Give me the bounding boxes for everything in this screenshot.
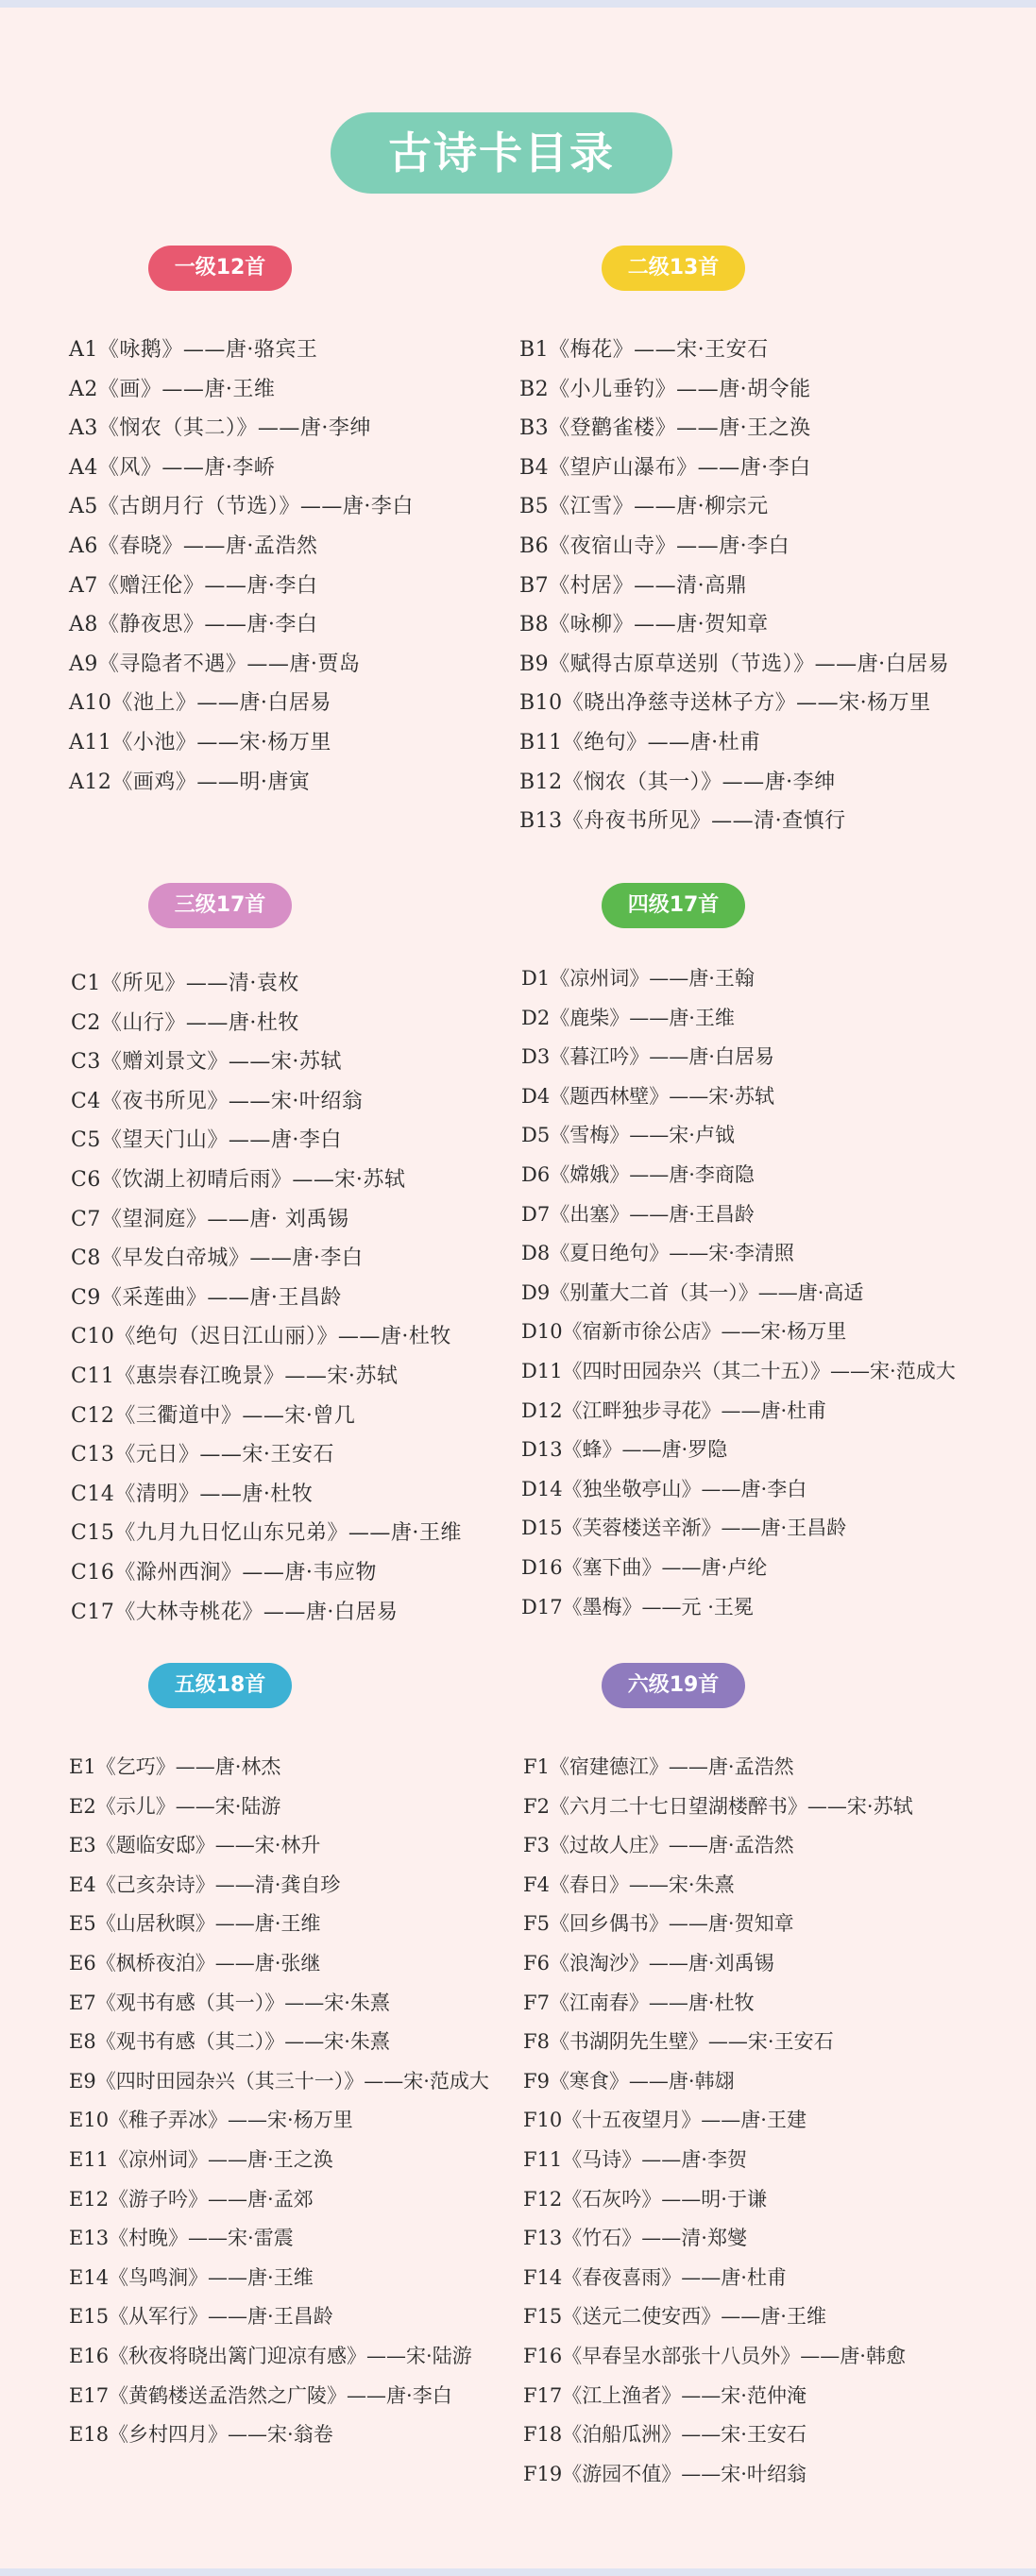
level-1-poem-list	[69, 330, 414, 802]
poem-entry: E1《乞巧》——唐·林杰	[69, 1755, 281, 1778]
poem-entry: F7《江南春》——唐·杜牧	[523, 1991, 755, 2014]
poem-entry: C6《饮湖上初晴后雨》——宋·苏轼	[71, 1167, 406, 1192]
poem-entry: A5《古朗月行（节选）》——唐·李白	[69, 495, 414, 519]
poem-entry: E3《题临安邸》——宋·林升	[69, 1834, 321, 1857]
poem-entry: F5《回乡偶书》——唐·贺知章	[523, 1912, 794, 1936]
poem-entry: C3《赠刘景文》——宋·苏轼	[71, 1050, 342, 1075]
poem-entry: F2《六月二十七日望湖楼醉书》——宋·苏轼	[523, 1794, 913, 1818]
level-6-badge: 六级19首	[602, 1663, 745, 1708]
poem-entry: E13《村晚》——宋·雷震	[69, 2227, 294, 2250]
poem-entry: A11《小池》——宋·杨万里	[69, 730, 331, 754]
poem-entry: D2《鹿柴》——唐·王维	[521, 1006, 735, 1029]
level-3-poem-list	[71, 964, 462, 1632]
poem-entry: E12《游子吟》——唐·孟郊	[69, 2187, 314, 2211]
poem-entry: F16《早春呈水部张十八员外》——唐·韩愈	[523, 2344, 906, 2367]
poem-entry: F3《过故人庄》——唐·孟浩然	[523, 1834, 794, 1857]
poem-entry: E4《己亥杂诗》——清·龚自珍	[69, 1873, 341, 1896]
poem-entry: F6《浪淘沙》——唐·刘禹锡	[523, 1951, 774, 1974]
poem-entry: F9《寒食》——唐·韩翃	[523, 2069, 735, 2093]
poem-entry: D14《独坐敬亭山》——唐·李白	[521, 1477, 807, 1500]
level-1-badge: 一级12首	[148, 246, 292, 291]
poem-entry: E7《观书有感（其一）》——宋·朱熹	[69, 1991, 390, 2014]
level-4-badge: 四级17首	[602, 883, 745, 928]
poem-entry: B11《绝句》——唐·杜甫	[519, 730, 761, 754]
poem-entry: B5《江雪》——唐·柳宗元	[519, 495, 769, 519]
poem-entry: A8《静夜思》——唐·李白	[69, 613, 318, 637]
poem-entry: A6《春晓》——唐·孟浩然	[69, 534, 318, 558]
poem-entry: D15《芙蓉楼送辛渐》——唐·王昌龄	[521, 1517, 847, 1540]
poem-entry: C7《望洞庭》——唐· 刘禹锡	[71, 1207, 349, 1231]
poem-entry: F14《春夜喜雨》——唐·杜甫	[523, 2265, 787, 2289]
poem-entry: E16《秋夜将晓出篱门迎凉有感》——宋·陆游	[69, 2344, 472, 2367]
poem-entry: F17《江上渔者》——宋·范仲淹	[523, 2383, 807, 2407]
poem-entry: C12《三衢道中》——宋·曾几	[71, 1403, 356, 1428]
poem-entry: E8《观书有感（其二）》——宋·朱熹	[69, 2030, 390, 2054]
page-title: 古诗卡目录	[331, 112, 672, 194]
poem-entry: F18《泊船瓜洲》——宋·王安石	[523, 2423, 807, 2447]
poem-entry: E6《枫桥夜泊》——唐·张继	[69, 1951, 321, 1974]
poem-entry: A3《悯农（其二）》——唐·李绅	[69, 416, 371, 441]
poem-entry: E17《黄鹤楼送孟浩然之广陵》——唐·李白	[69, 2383, 452, 2407]
poem-entry: C1《所见》——清·袁枚	[71, 972, 299, 995]
poem-entry: F15《送元二使安西》——唐·王维	[523, 2305, 826, 2329]
poem-entry: B2《小儿垂钓》——唐·胡令能	[519, 377, 811, 401]
poem-entry: A10《池上》——唐·白居易	[69, 691, 331, 716]
poem-entry: A12《画鸡》——明·唐寅	[69, 770, 311, 794]
poem-entry: B8《咏柳》——唐·贺知章	[519, 613, 769, 637]
poem-entry: D3《暮江吟》——唐·白居易	[521, 1045, 774, 1069]
poem-entry: D13《蜂》——唐·罗隐	[521, 1438, 728, 1462]
poem-entry: C14《清明》——唐·杜牧	[71, 1482, 314, 1506]
poem-entry: D4《题西林壁》——宋·苏轼	[521, 1084, 774, 1108]
poem-entry: B12《悯农（其一）》——唐·李绅	[519, 770, 836, 794]
poem-entry: D9《别董大二首（其一）》——唐·高适	[521, 1280, 864, 1304]
poem-entry: F4《春日》——宋·朱熹	[523, 1873, 735, 1896]
poem-entry: E10《稚子弄冰》——宋·杨万里	[69, 2109, 353, 2132]
poem-entry: C4《夜书所见》——宋·叶绍翁	[71, 1089, 364, 1113]
poem-entry: C16《滁州西涧》——唐·韦应物	[71, 1560, 377, 1585]
poem-entry: E18《乡村四月》——宋·翁卷	[69, 2423, 333, 2447]
poem-entry: A9《寻隐者不遇》——唐·贾岛	[69, 652, 361, 676]
top-edge-strip	[0, 0, 1036, 8]
poem-entry: C9《采莲曲》——唐·王昌龄	[71, 1285, 342, 1310]
poem-entry: E2《示儿》——宋·陆游	[69, 1794, 281, 1818]
poem-entry: C13《元日》——宋·王安石	[71, 1443, 334, 1467]
level-2-badge: 二级13首	[602, 246, 745, 291]
poem-entry: A7《赠汪伦》——唐·李白	[69, 573, 318, 598]
poem-entry: D11《四时田园杂兴（其二十五）》——宋·范成大	[521, 1359, 956, 1382]
poem-entry: B3《登鹳雀楼》——唐·王之涣	[519, 416, 811, 441]
poem-entry: A1《咏鹅》——唐·骆宾王	[69, 338, 318, 362]
poem-entry: F11《马诗》——唐·李贺	[523, 2147, 747, 2171]
poem-entry: B13《舟夜书所见》——清·查慎行	[519, 809, 846, 834]
poem-entry: C10《绝句（迟日江山丽）》——唐·杜牧	[71, 1325, 451, 1349]
poem-entry: C8《早发白帝城》——唐·李白	[71, 1246, 364, 1271]
poem-entry: C17《大林寺桃花》——唐·白居易	[71, 1600, 399, 1624]
poem-entry: D16《塞下曲》——唐·卢纶	[521, 1555, 768, 1579]
poem-entry: E14《鸟鸣涧》——唐·王维	[69, 2265, 314, 2289]
poem-entry: F19《游园不值》——宋·叶绍翁	[523, 2462, 807, 2485]
poem-entry: C2《山行》——唐·杜牧	[71, 1010, 299, 1035]
poem-entry: E11《凉州词》——唐·王之涣	[69, 2147, 333, 2171]
poem-entry: A4《风》——唐·李峤	[69, 455, 276, 480]
poem-entry: B6《夜宿山寺》——唐·李白	[519, 534, 790, 558]
level-2-poem-list	[519, 330, 949, 841]
level-3-badge: 三级17首	[148, 883, 292, 928]
poem-entry: F10《十五夜望月》——唐·王建	[523, 2109, 807, 2132]
poem-entry: B10《晓出净慈寺送林子方》——宋·杨万里	[519, 691, 931, 716]
poem-entry: C5《望天门山》——唐·李白	[71, 1128, 342, 1153]
poem-entry: D7《出塞》——唐·王昌龄	[521, 1202, 755, 1226]
poem-entry: D10《宿新市徐公店》——宋·杨万里	[521, 1320, 847, 1344]
poem-entry: B4《望庐山瀑布》——唐·李白	[519, 455, 811, 480]
poem-entry: C15《九月九日忆山东兄弟》——唐·王维	[71, 1521, 462, 1546]
poem-entry: D17《墨梅》——元 ·王冕	[521, 1595, 754, 1618]
level-5-badge: 五级18首	[148, 1663, 292, 1708]
poem-entry: D6《嫦娥》——唐·李商隐	[521, 1162, 755, 1186]
bottom-edge-strip	[0, 2568, 1036, 2576]
level-6-poem-list	[523, 1748, 913, 2494]
poem-entry: B9《赋得古原草送别（节选）》——唐·白居易	[519, 652, 950, 676]
poem-entry: D8《夏日绝句》——宋·李清照	[521, 1242, 794, 1265]
poem-entry: E9《四时田园杂兴（其三十一）》——宋·范成大	[69, 2069, 489, 2093]
poem-entry: D5《雪梅》——宋·卢钺	[521, 1124, 735, 1147]
poem-entry: A2《画》——唐·王维	[69, 377, 276, 401]
level-4-poem-list	[521, 959, 956, 1627]
poem-entry: F1《宿建德江》——唐·孟浩然	[523, 1755, 794, 1778]
poem-entry: B1《梅花》——宋·王安石	[519, 338, 769, 362]
poem-entry: F13《竹石》——清·郑燮	[523, 2227, 747, 2250]
poem-entry: E15《从军行》——唐·王昌龄	[69, 2305, 333, 2329]
poem-entry: C11《惠崇春江晚景》——宋·苏轼	[71, 1364, 399, 1388]
level-5-poem-list	[69, 1748, 489, 2455]
poem-entry: D12《江畔独步寻花》——唐·杜甫	[521, 1398, 827, 1422]
poem-entry: F8《书湖阴先生壁》——宋·王安石	[523, 2030, 834, 2054]
poem-entry: E5《山居秋暝》——唐·王维	[69, 1912, 321, 1936]
poem-entry: F12《石灰吟》——明·于谦	[523, 2187, 767, 2211]
poem-entry: D1《凉州词》——唐·王翰	[521, 967, 755, 990]
poem-entry: B7《村居》——清·高鼎	[519, 573, 748, 598]
